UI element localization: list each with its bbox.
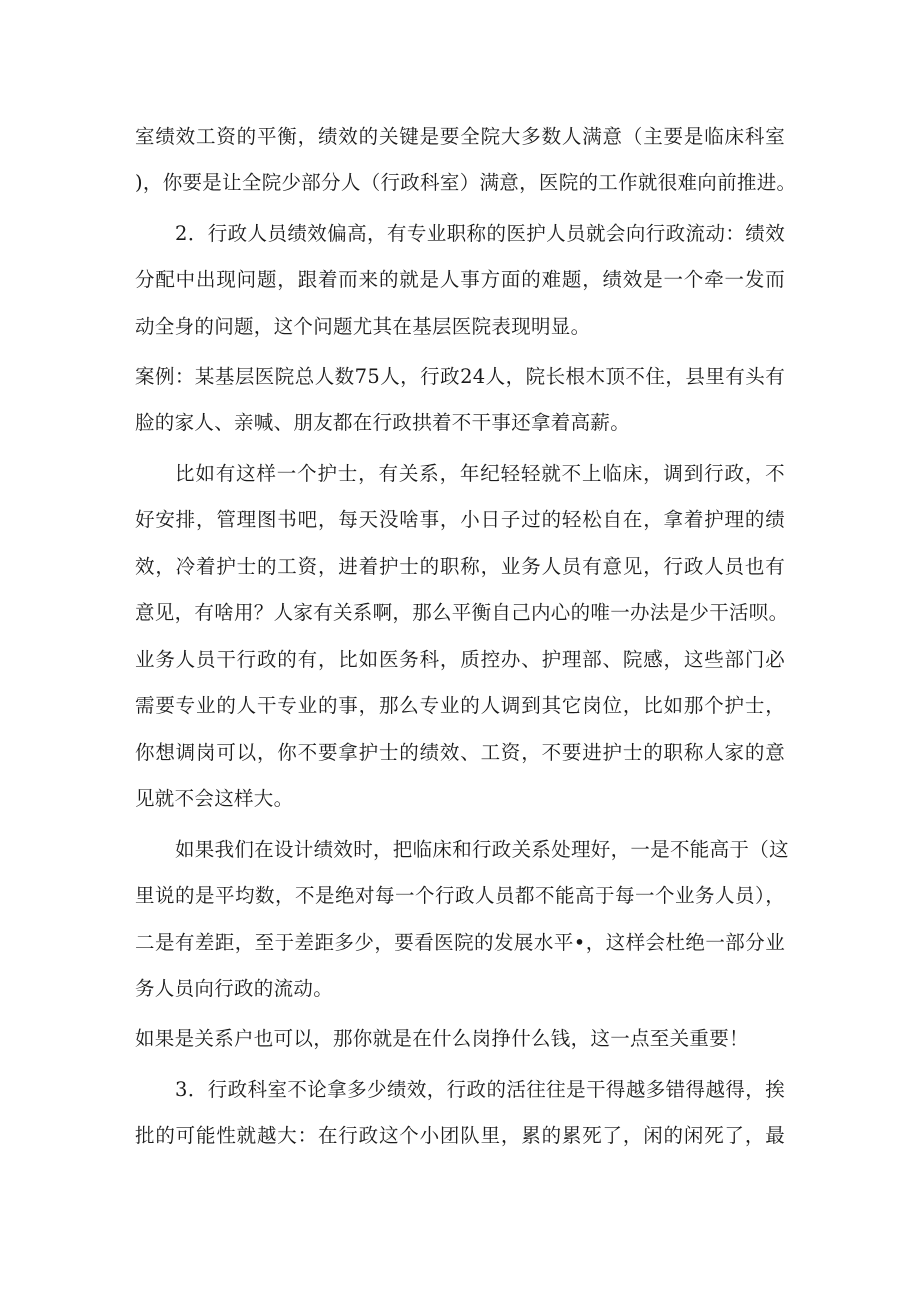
text-line-6: 案例：某基层医院总人数75人，行政24人，院长根木顶不住，县里有头有: [135, 365, 785, 388]
text-line-2: )，你要是让全院少部分人（行政科室）满意，医院的工作就很难向前推进。: [135, 171, 797, 194]
text-line-5: 动全身的问题，这个问题尤其在基层医院表现明显。: [135, 315, 591, 338]
text-line-3: 2．行政人员绩效偏高，有专业职称的医护人员就会向行政流动：绩效: [175, 222, 785, 245]
text-line-22: 批的可能性就越大：在行政这个小团队里，累的累死了，闲的闲死了，最: [135, 1124, 785, 1147]
text-line-21: 3．行政科室不论拿多少绩效，行政的活往往是干得越多错得越得，挨: [175, 1078, 785, 1101]
text-line-7: 脸的家人、亲喊、朋友都在行政拱着不干事还拿着高薪。: [135, 411, 631, 434]
text-line-13: 需要专业的人干专业的事，那么专业的人调到其它岗位，比如那个护士，: [135, 694, 785, 717]
text-line-10: 效，冷着护士的工资，进着护士的职称，业务人员有意见，行政人员也有: [135, 555, 785, 578]
text-line-14: 你想调岗可以，你不要拿护士的绩效、工资，不要进护士的职称人家的意: [135, 741, 785, 764]
text-line-19: 务人员向行政的流动。: [135, 977, 334, 1000]
text-line-4: 分配中出现问题，跟着而来的就是人事方面的难题，绩效是一个牵一发而: [135, 268, 785, 291]
text-line-15: 见就不会这样大。: [135, 787, 294, 810]
text-line-16: 如果我们在设计绩效时，把临床和行政关系处理好，一是不能高于（这: [175, 838, 789, 861]
text-line-18: 二是有差距，至于差距多少，要看医院的发展水平•，这样会杜绝一部分业: [135, 931, 785, 954]
text-line-20: 如果是关系户也可以，那你就是在什么岗挣什么钱，这一点至关重要！: [135, 1027, 749, 1050]
text-line-9: 好安排，管理图书吧，每天没啥事，小日子过的轻松自在，拿着护理的绩: [135, 508, 785, 531]
text-line-11: 意见，有啥用？人家有关系啊，那么平衡自己内心的唯一办法是少干活呗。: [135, 601, 789, 624]
text-line-12: 业务人员干行政的有，比如医务科，质控办、护理部、院感，这些部门必: [135, 648, 785, 671]
text-line-1: 室绩效工资的平衡，绩效的关键是要全院大多数人满意（主要是临床科室: [135, 125, 785, 148]
text-line-17: 里说的是平均数，不是绝对每一个行政人员都不能高于每一个业务人员），: [135, 884, 785, 907]
text-line-8: 比如有这样一个护士，有关系，年纪轻轻就不上临床，调到行政，不: [175, 462, 785, 485]
